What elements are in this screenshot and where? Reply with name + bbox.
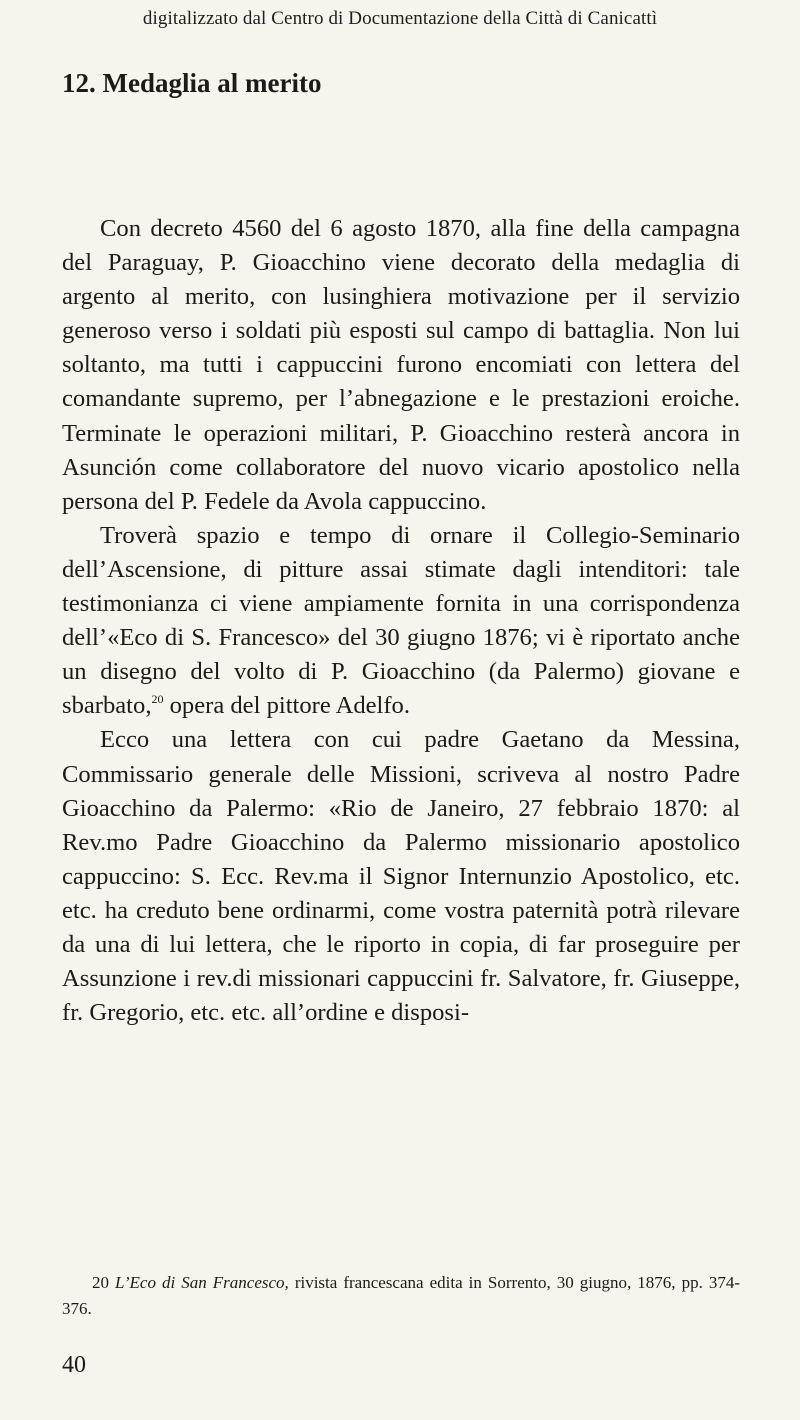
paragraph-1: Con decreto 4560 del 6 agosto 1870, alla fine della campagna del Paraguay, P. Gioacchino viene decorato della medaglia di argento al merito, con lusinghiera motivazione per il servizio generoso verso i soldati più esposti sul campo di battaglia. Non lui soltanto, ma tutti i cappuccini furono encomiati con lettera del comandante supremo, per l’abnegazione e le prestazioni eroiche. Terminate le operazioni militari, P. Gioacchino resterà ancora in Asunción come collaboratore del nuovo vicario apostolico nella persona del P. Fedele da Avola cappuccino.	[62, 215, 740, 515]
footnote-text: rivista francescana edita in Sorrento, 30 giugno, 1876, pp. 374-376.	[62, 1273, 741, 1318]
paragraph-3: Ecco una lettera con cui padre Gaetano da Messina, Commissario generale delle Missioni, scriveva al nostro Padre Gioacchino da Palermo: «Rio de Janeiro, 27 febbraio 1870: al Rev.mo Padre Gioacchino da Palermo missionario apostolico cappuccino: S. Ecc. Rev.ma il Signor Internunzio Apostolico, etc. etc. ha creduto bene ordinarmi, come vostra paternità potrà rilevare da una di lui lettera, che le riporto in copia, di far proseguire per Assunzione i rev.di missionari cappuccini fr. Salvatore, fr. Giuseppe, fr. Gregorio, etc. etc. all’ordine e disposi-	[62, 726, 740, 1027]
chapter-title: 12. Medaglia al merito	[62, 68, 322, 98]
page-number: 40	[62, 1352, 86, 1378]
body-text	[62, 212, 740, 1030]
footnote-number: 20	[92, 1273, 109, 1292]
footnote-reference[interactable]: 20	[151, 692, 164, 707]
paragraph-2	[62, 519, 740, 724]
digitization-watermark: digitalizzato dal Centro di Documentazione della Città di Canicattì	[142, 8, 658, 29]
paragraph-2-text: Troverà spazio e tempo di ornare il Collegio-Seminario dell’Ascensione, di pitture assai stimate dagli intenditori: tale testimonianza ci viene ampiamente fornita in una corrispondenza dell’«Eco di S. Francesco» del 30 giugno 1876; vi è riportato anche un disegno del volto di P. Gioacchino (da Palermo) giovane e sbarbato,	[62, 521, 740, 720]
footnote	[62, 1270, 740, 1322]
footnote-source-title: L’Eco di San Francesco,	[115, 1273, 289, 1292]
paragraph-2-text-end: opera del pittore Adelfo.	[163, 692, 411, 720]
